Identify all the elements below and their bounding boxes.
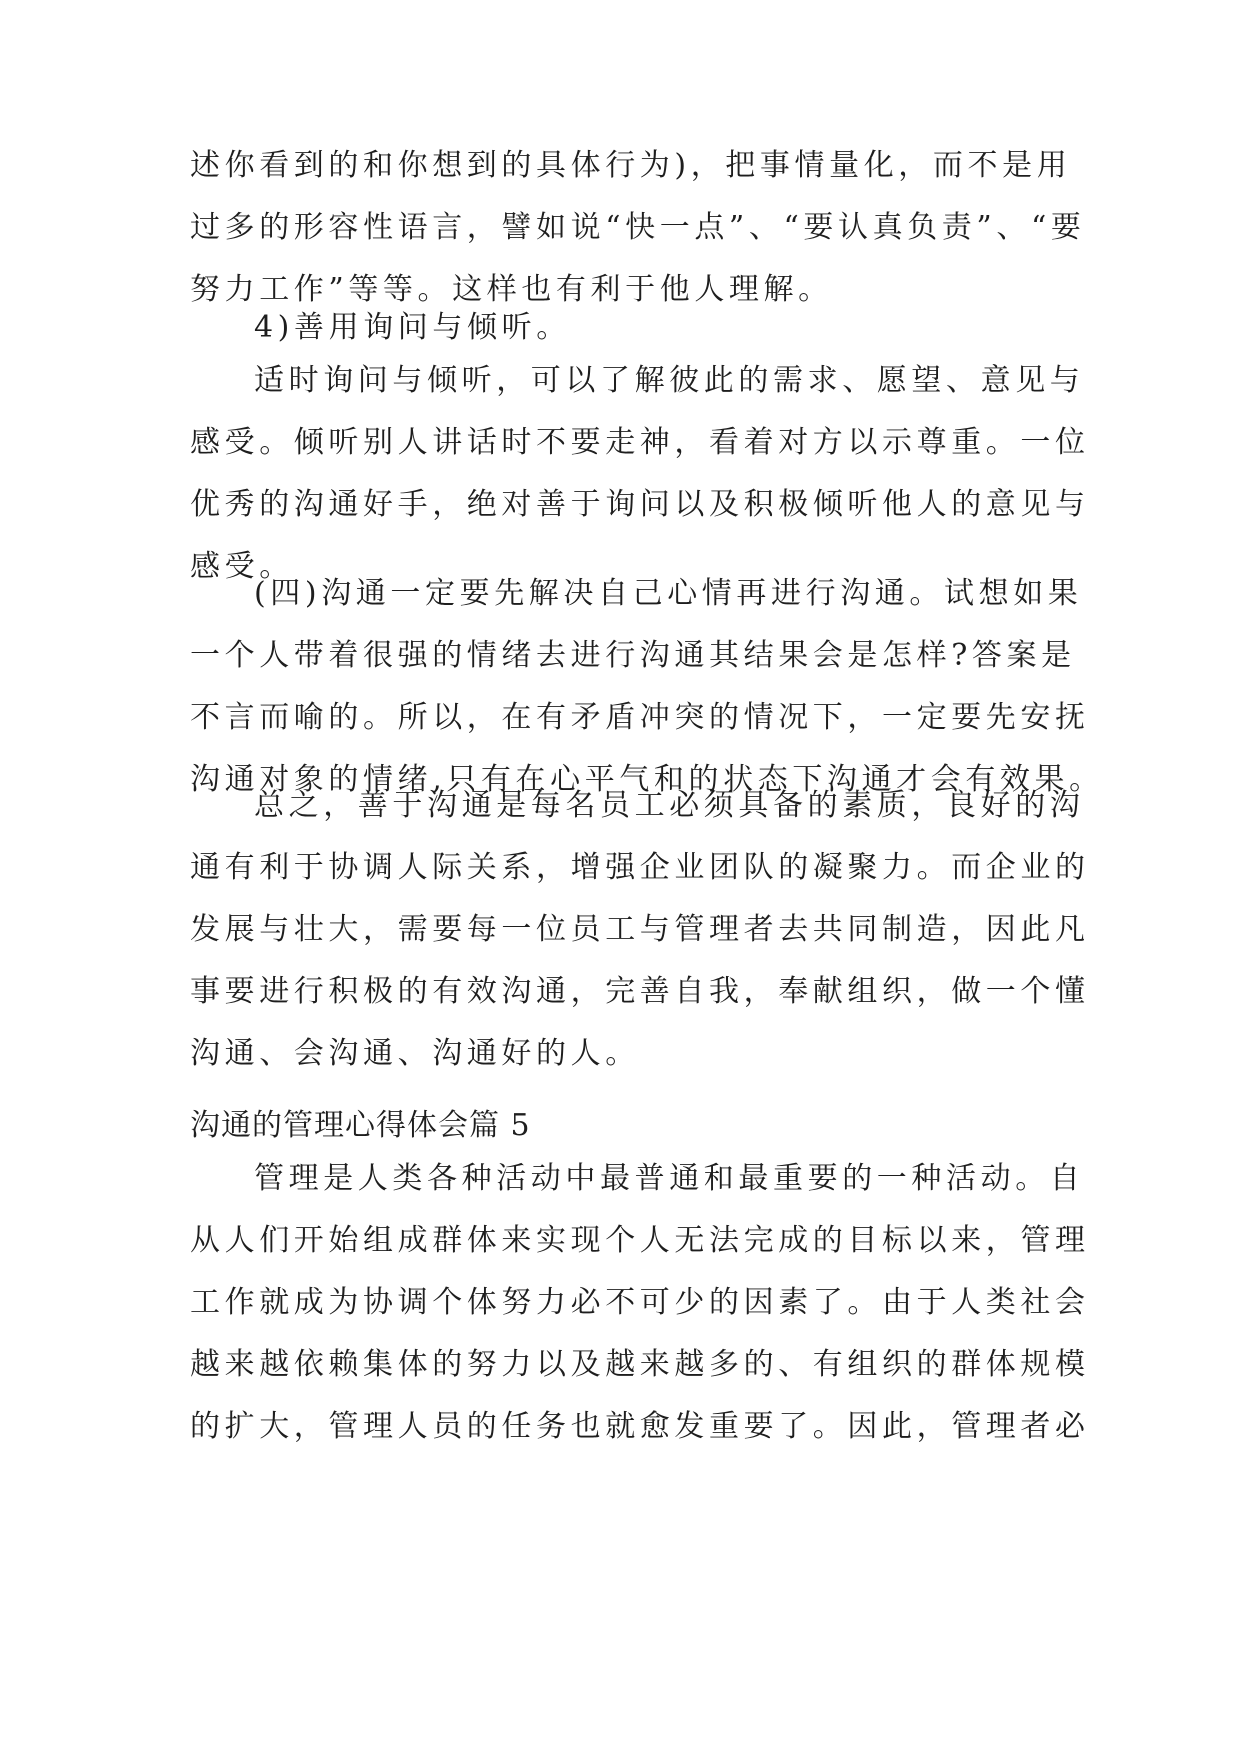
text-line: 从人们开始组成群体来实现个人无法完成的目标以来，管理 [190, 1223, 1090, 1258]
text-line: 通有利于协调人际关系，增强企业团队的凝聚力。而企业的 [190, 850, 1090, 885]
paragraph-listening [190, 350, 1090, 598]
text-line: 优秀的沟通好手，绝对善于询问以及积极倾听他人的意见与 [190, 487, 1090, 522]
text-line: 的扩大，管理人员的任务也就愈发重要了。因此，管理者必 [190, 1409, 1090, 1444]
paragraph-continued [190, 135, 1086, 321]
text-line: 管理是人类各种活动中最普通和最重要的一种活动。自 [254, 1161, 1085, 1196]
text-line: 工作就成为协调个体努力必不可少的因素了。由于人类社会 [190, 1285, 1090, 1320]
paragraph-management [190, 1148, 1090, 1458]
text-line: 述你看到的和你想到的具体行为)，把事情量化，而不是用 [190, 148, 1072, 183]
text-line: 4)善用询问与倾听。 [254, 310, 571, 345]
text-line: 沟通对象的情绪,只有在心平气和的状态下沟通才会有效果。 [190, 762, 1104, 797]
text-line: 努力工作”等等。这样也有利于他人理解。 [190, 272, 833, 307]
paragraph-emotion [190, 563, 1104, 811]
text-line: 过多的形容性语言，譬如说“快一点”、“要认真负责”、“要 [190, 210, 1086, 245]
text-line: 越来越依赖集体的努力以及越来越多的、有组织的群体规模 [190, 1347, 1090, 1382]
text-line: 感受。倾听别人讲话时不要走神，看着对方以示尊重。一位 [190, 425, 1090, 460]
text-line: 感受。 [190, 549, 294, 584]
text-line: (四)沟通一定要先解决自己心情再进行沟通。试想如果 [254, 576, 1083, 611]
text-line: 发展与壮大，需要每一位员工与管理者去共同制造，因此凡 [190, 912, 1090, 947]
text-line: 总之，善于沟通是每名员工必须具备的素质，良好的沟 [254, 788, 1085, 823]
text-line: 一个人带着很强的情绪去进行沟通其结果会是怎样?答案是 [190, 638, 1076, 673]
text-line: 沟通、会沟通、沟通好的人。 [190, 1036, 640, 1071]
section-title-text: 沟通的管理心得体会篇 5 [190, 1108, 531, 1143]
text-line: 不言而喻的。所以，在有矛盾冲突的情况下，一定要先安抚 [190, 700, 1090, 735]
paragraph-summary [190, 775, 1090, 1085]
text-line: 事要进行积极的有效沟通，完善自我，奉献组织，做一个懂 [190, 974, 1090, 1009]
text-line: 适时询问与倾听，可以了解彼此的需求、愿望、意见与 [254, 363, 1085, 398]
